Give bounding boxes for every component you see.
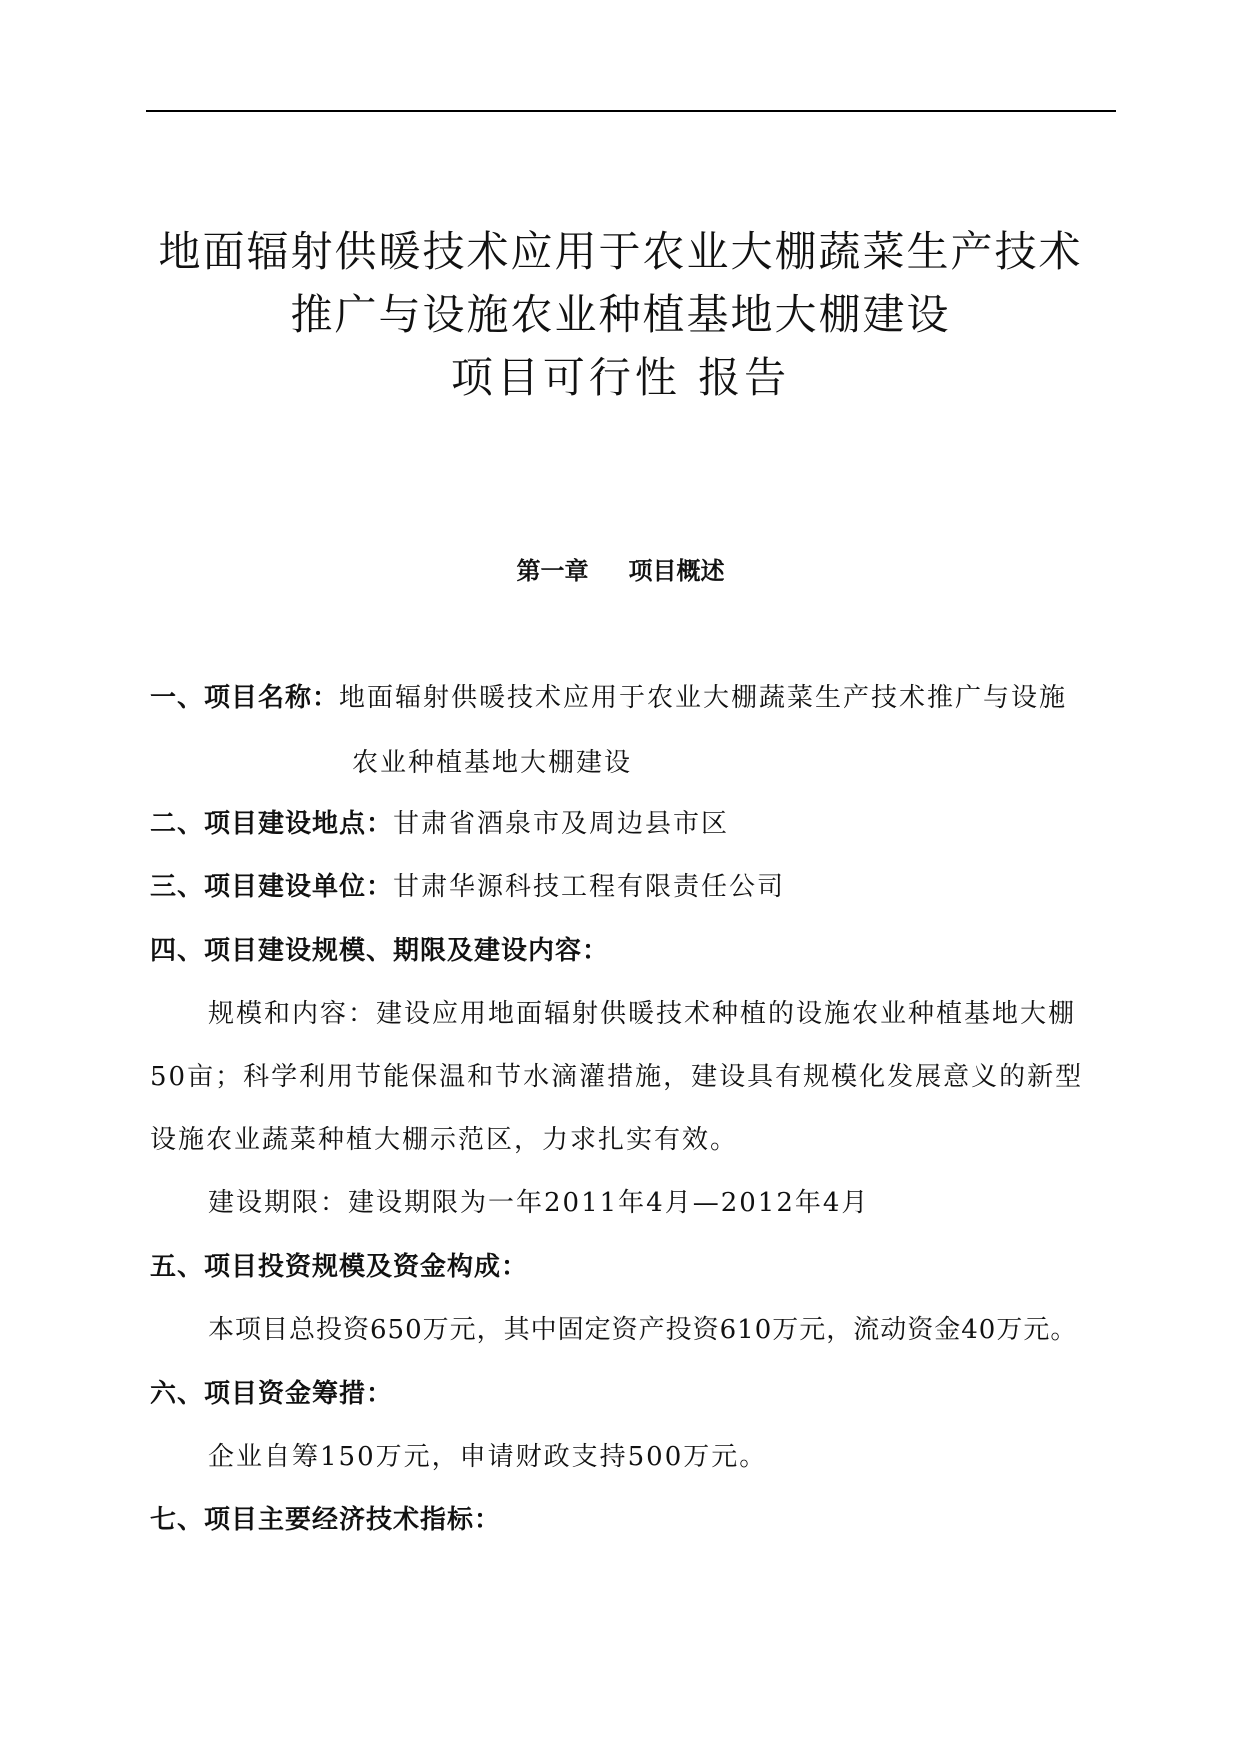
section-5-heading: 五、项目投资规模及资金构成： <box>150 1252 529 1282</box>
chapter-heading <box>0 551 1241 586</box>
chapter-number: 第一章 <box>516 557 589 585</box>
document-title-line-1: 地面辐射供暖技术应用于农业大棚蔬菜生产技术 <box>158 227 1083 276</box>
section-4-para-1-line-2: 50亩；科学利用节能保温和节水滴灌措施，建设具有规模化发展意义的新型 <box>150 1062 1084 1092</box>
section-5-para: 本项目总投资650万元，其中固定资产投资610万元，流动资金40万元。 <box>208 1315 1078 1345</box>
section-6-heading: 六、项目资金筹措： <box>150 1379 394 1409</box>
section-1-value: 地面辐射供暖技术应用于农业大棚蔬菜生产技术推广与设施 <box>339 683 1068 713</box>
section-2-heading: 二、项目建设地点： <box>150 809 394 839</box>
section-3-heading: 三、项目建设单位： <box>150 872 394 902</box>
section-1-value-continued: 农业种植基地大棚建设 <box>352 748 633 778</box>
section-3-value: 甘肃华源科技工程有限责任公司 <box>393 872 786 902</box>
section-1 <box>150 681 1067 715</box>
section-2-value: 甘肃省酒泉市及周边县市区 <box>393 809 730 839</box>
section-4-heading: 四、项目建设规模、期限及建设内容： <box>150 936 610 966</box>
section-4-para-2: 建设期限：建设期限为一年2011年4月—2012年4月 <box>208 1188 870 1218</box>
section-4-para-1-line-1: 规模和内容：建设应用地面辐射供暖技术种植的设施农业种植基地大棚 <box>208 999 1077 1029</box>
header-rule <box>146 110 1116 112</box>
chapter-name: 项目概述 <box>628 557 725 585</box>
document-title-line-3: 项目可行性 报告 <box>450 353 791 402</box>
section-1-heading: 一、项目名称： <box>150 683 340 713</box>
section-4-para-1-line-3: 设施农业蔬菜种植大棚示范区，力求扎实有效。 <box>150 1125 739 1155</box>
section-3 <box>150 870 785 904</box>
section-7-heading: 七、项目主要经济技术指标： <box>150 1505 502 1535</box>
section-2 <box>150 807 729 841</box>
section-6-para: 企业自筹150万元，申请财政支持500万元。 <box>208 1442 768 1472</box>
document-title-line-2: 推广与设施农业种植基地大棚建设 <box>290 290 951 339</box>
